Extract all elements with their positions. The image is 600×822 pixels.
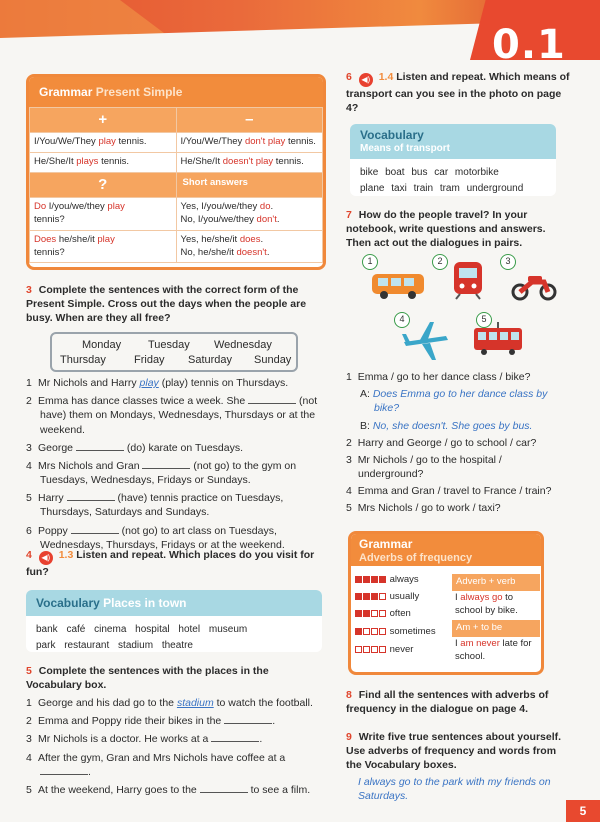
answer-blank[interactable]	[40, 765, 88, 775]
day-saturday: Saturday	[188, 354, 233, 366]
vehicle-number-4: 4	[394, 312, 410, 328]
list-item: 5 Harry (have) tennis practice on Tuesdays, Thursdays, Saturdays and Sundays.	[26, 492, 284, 519]
train-icon	[452, 260, 484, 300]
list-item: 4 Mrs Nichols and Gran (not go) to the gym on Tuesdays, Wednesdays, Fridays or Sundays.	[26, 459, 297, 487]
grammar-adverbs-box	[348, 531, 544, 675]
exercise-8: 8 Find all the sentences with adverbs of frequency in the dialogue on page 4.	[346, 689, 549, 716]
exercise-3-instruction: Complete the sentences with the correct form of the Present Simple. Cross out the days when the people are busy. When are they all free?	[26, 284, 307, 325]
rule-am-to-be: Am + to be	[452, 620, 540, 637]
day-monday: Monday	[82, 339, 122, 351]
affirmative-plural: I/You/We/They play tennis.	[30, 133, 177, 153]
answer-blank[interactable]	[67, 491, 115, 501]
vocabulary-word-list: bike boat bus car motorbike plane taxi train tram underground	[360, 167, 524, 194]
vocabulary-places-box	[26, 590, 322, 652]
days-box	[50, 332, 298, 372]
audio-track-code: 1.4	[378, 71, 394, 83]
list-item: 4 After the gym, Gran and Mrs Nichols have coffee at a .	[26, 751, 286, 778]
plus-symbol: +	[30, 108, 177, 133]
page-number: 5	[566, 800, 600, 822]
example-answer-a: A: Does Emma go to her dance class by bike?	[360, 388, 548, 415]
exercise-5-list	[26, 692, 318, 797]
rule-example-1: I always go to school by bike.	[455, 592, 518, 616]
vocabulary-transport-box	[350, 124, 556, 196]
answer-blank[interactable]	[211, 732, 259, 742]
grammar-present-simple-box	[26, 74, 326, 270]
audio-track-code: 1.3	[58, 549, 74, 561]
grammar-box-heading: Grammar Present Simple	[29, 77, 323, 107]
affirmative-singular: He/She/It plays tennis.	[30, 153, 177, 173]
answer-blank[interactable]	[142, 459, 190, 469]
frequency-never: never	[355, 644, 413, 657]
exercise-7-list	[346, 370, 570, 516]
answer-blank[interactable]	[200, 783, 248, 793]
list-item: 6 Poppy (not go) to art class on Tuesdays, Wednesdays, Thursdays, Fridays or at the weekend.	[26, 524, 285, 551]
vehicle-number-2: 2	[432, 254, 448, 270]
vocabulary-word-list: bank café cinema hospital hotel museum park restaurant stadium theatre	[36, 624, 248, 651]
question-symbol: ?	[30, 172, 177, 197]
list-item: 3 Mr Nichols is a doctor. He works at a .	[26, 733, 263, 746]
answer-blank[interactable]	[71, 524, 119, 534]
grammar-box-heading: Grammar Adverbs of frequency	[351, 534, 541, 566]
day-tuesday: Tuesday	[148, 339, 190, 351]
bus-icon	[370, 270, 426, 302]
answer-blank[interactable]	[76, 441, 124, 451]
list-item: 3 George (do) karate on Tuesdays.	[26, 441, 244, 454]
exercise-9: 9 Write five true sentences about yourself. Use adverbs of frequency and words from the Vocabulary boxes. I always go to the park with my friends on Saturdays.	[346, 730, 568, 803]
frequency-always: always	[355, 574, 419, 587]
question-plural: Do I/you/we/they play tennis?	[30, 198, 177, 231]
negative-plural: I/You/We/They don't play tennis.	[176, 133, 323, 153]
exercise-4: 4 ◀) 1.3 Listen and repeat. Which places do you visit for fun?	[26, 549, 315, 578]
audio-icon[interactable]: ◀)	[39, 551, 53, 565]
answer-blank[interactable]	[248, 394, 296, 404]
frequency-usually: usually	[355, 591, 419, 604]
answer-blank[interactable]	[224, 714, 272, 724]
tram-icon	[472, 322, 524, 356]
list-item: 1 Emma / go to her dance class / bike?	[346, 371, 531, 383]
short-answer-plural: Yes, I/you/we/they do. No, I/you/we/they don't.	[176, 198, 323, 231]
rule-example-2: I am never late for school.	[455, 638, 532, 662]
list-item: 5 At the weekend, Harry goes to the to see a film.	[26, 783, 311, 796]
exercise-3: 3 Complete the sentences with the correct form of the Present Simple. Cross out the days when the people are busy. When are they all free?	[26, 284, 307, 325]
unit-number: 0.1	[492, 22, 566, 68]
frequency-often: often	[355, 608, 411, 621]
motorbike-icon	[510, 270, 558, 302]
vocabulary-heading: Vocabulary Places in town	[26, 590, 322, 616]
exercise-3-list	[26, 372, 322, 552]
vocabulary-heading: Vocabulary Means of transport	[350, 124, 556, 159]
list-item: 2 Emma and Poppy ride their bikes in the .	[26, 715, 276, 728]
vehicle-number-1: 1	[362, 254, 378, 270]
list-item: 5 Mrs Nichols / go to work / taxi?	[346, 502, 501, 515]
frequency-sometimes: sometimes	[355, 626, 436, 639]
rule-adverb-verb: Adverb + verb	[452, 574, 540, 591]
vehicle-number-5: 5	[476, 312, 492, 328]
day-thursday: Thursday	[60, 354, 106, 366]
day-friday: Friday	[134, 354, 165, 366]
exercise-7: 7 How do the people travel? In your notebook, write questions and answers. Then act out the dialogues in pairs.	[346, 209, 546, 250]
list-item: 1 George and his dad go to the stadium to watch the football.	[26, 697, 313, 709]
plane-icon	[400, 318, 450, 362]
exercise-6: 6 ◀) 1.4 Listen and repeat. Which means of transport can you see in the photo on page 4?	[346, 71, 570, 115]
short-answers-label: Short answers	[176, 172, 323, 197]
example-answer-b: B: No, she doesn't. She goes by bus.	[360, 419, 533, 432]
short-answer-singular: Yes, he/she/it does. No, he/she/it doesn't.	[176, 230, 323, 263]
exercise-5: 5 Complete the sentences with the places in the Vocabulary box.	[26, 665, 269, 692]
audio-icon[interactable]: ◀)	[359, 73, 373, 87]
list-item: 2 Emma has dance classes twice a week. She (not have) them on Mondays, Wednesdays, Thursdays or at the weekend.	[26, 395, 318, 436]
grammar-table	[29, 107, 323, 263]
list-item: 4 Emma and Gran / travel to France / train?	[346, 485, 552, 498]
list-item: 3 Mr Nichols / go to the hospital / underground?	[346, 453, 502, 481]
list-item: 2 Harry and George / go to school / car?	[346, 436, 537, 449]
day-sunday: Sunday	[254, 354, 292, 366]
question-singular: Does he/she/it play tennis?	[30, 230, 177, 263]
minus-symbol: –	[176, 108, 323, 133]
exercise-9-example: I always go to the park with my friends on Saturdays.	[358, 775, 551, 802]
negative-singular: He/She/It doesn't play tennis.	[176, 153, 323, 173]
day-wednesday: Wednesday	[214, 339, 272, 351]
list-item: 1 Mr Nichols and Harry play (play) tennis on Thursdays.	[26, 377, 289, 389]
vehicle-number-3: 3	[500, 254, 516, 270]
